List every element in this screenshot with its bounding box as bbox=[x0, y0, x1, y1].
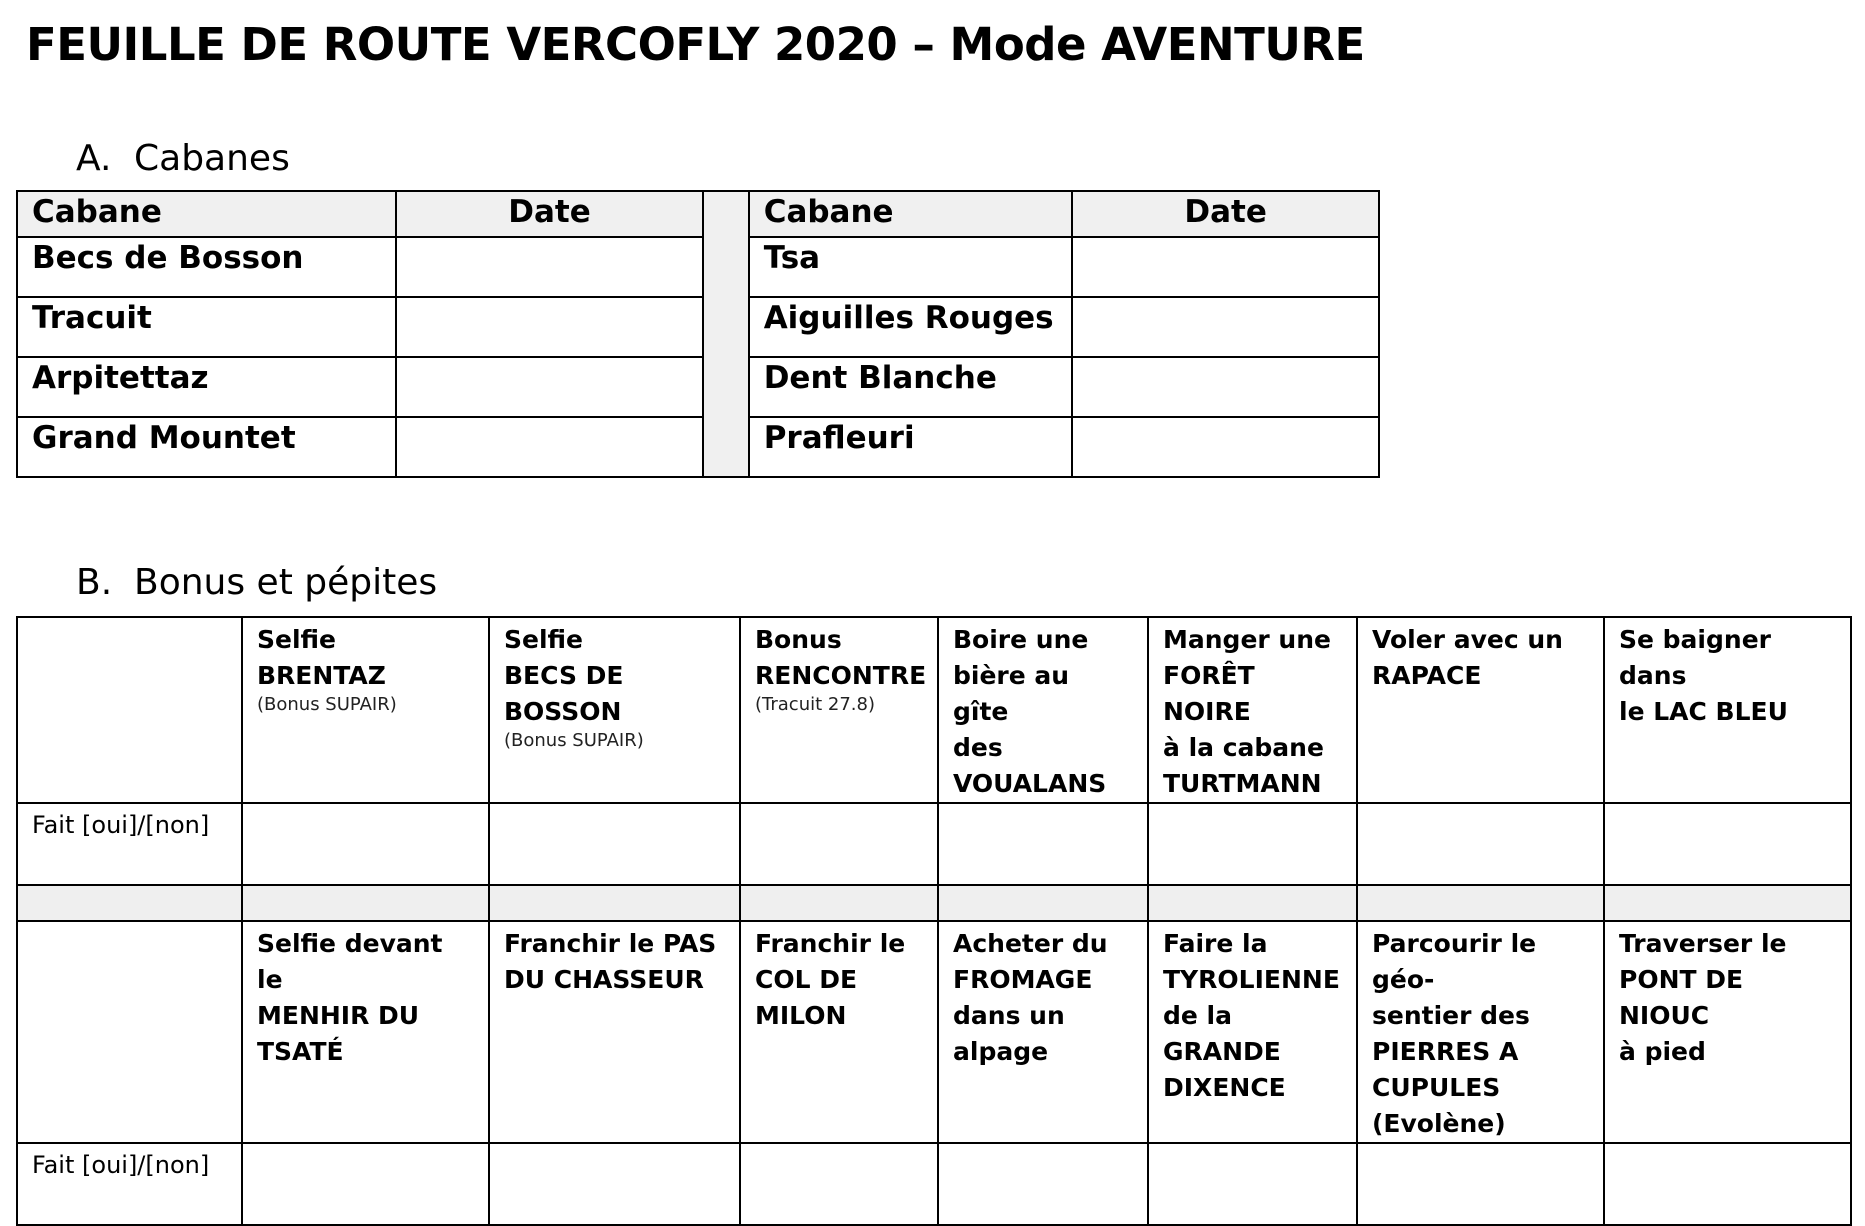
bonus-item-line: BRENTAZ bbox=[257, 661, 386, 690]
fait-cell[interactable] bbox=[938, 1143, 1148, 1225]
bonus-item-line: Selfie devant le bbox=[257, 929, 443, 994]
bonus-table bbox=[16, 616, 1852, 1226]
table-row bbox=[17, 357, 1379, 417]
bonus-item-line: FROMAGE bbox=[953, 965, 1093, 994]
bonus-item-line: DU CHASSEUR bbox=[504, 965, 704, 994]
bonus-item-line: Selfie bbox=[504, 625, 584, 654]
date-cell[interactable] bbox=[1072, 237, 1379, 297]
spacer-cell bbox=[740, 885, 938, 921]
bonus-item-cell bbox=[1357, 921, 1604, 1143]
bonus-item-line: Manger une bbox=[1163, 625, 1331, 654]
bonus-row-2 bbox=[17, 921, 1851, 1143]
bonus-item-line: TURTMANN bbox=[1163, 769, 1322, 798]
spacer-cell bbox=[17, 885, 242, 921]
bonus-item-cell bbox=[938, 921, 1148, 1143]
bonus-item-line: Traverser le bbox=[1619, 929, 1787, 958]
spacer-cell bbox=[1148, 885, 1357, 921]
bonus-item-line: le LAC BLEU bbox=[1619, 697, 1788, 726]
cabane-name: Becs de Bosson bbox=[17, 237, 396, 297]
bonus-item-line: CUPULES bbox=[1372, 1073, 1501, 1102]
table-row bbox=[17, 237, 1379, 297]
bonus-item-line: Faire la bbox=[1163, 929, 1268, 958]
section-b-heading bbox=[76, 562, 437, 603]
bonus-item-line: DIXENCE bbox=[1163, 1073, 1286, 1102]
section-a-number: A. bbox=[76, 138, 112, 179]
date-cell[interactable] bbox=[1072, 297, 1379, 357]
fait-label-text: Fait [oui]/[non] bbox=[32, 1151, 210, 1179]
bonus-item-line: TSATÉ bbox=[257, 1037, 344, 1066]
bonus-item-line: de la GRANDE bbox=[1163, 1001, 1281, 1066]
bonus-item-line: BECS DE BOSSON bbox=[504, 661, 624, 726]
fait-cell[interactable] bbox=[740, 803, 938, 885]
section-b-number: B. bbox=[76, 562, 113, 603]
page-title: FEUILLE DE ROUTE VERCOFLY 2020 – Mode AVENTURE bbox=[26, 18, 1365, 71]
bonus-item-line: à pied bbox=[1619, 1037, 1706, 1066]
bonus-item-line: dans un bbox=[953, 1001, 1065, 1030]
bonus-item-line: Parcourir le géo- bbox=[1372, 929, 1537, 994]
date-cell[interactable] bbox=[396, 417, 703, 477]
fait-label bbox=[17, 803, 242, 885]
cabane-name: Tracuit bbox=[17, 297, 396, 357]
fait-row-2 bbox=[17, 1143, 1851, 1225]
bonus-item-line: FORÊT NOIRE bbox=[1163, 661, 1255, 726]
bonus-item-cell bbox=[740, 617, 938, 803]
bonus-item-cell bbox=[242, 921, 489, 1143]
spacer-cell bbox=[242, 885, 489, 921]
empty-label-cell bbox=[17, 921, 242, 1143]
bonus-item-line: TYROLIENNE bbox=[1163, 965, 1340, 994]
fait-cell[interactable] bbox=[1148, 803, 1357, 885]
cabanes-table bbox=[16, 190, 1380, 478]
fait-cell[interactable] bbox=[242, 1143, 489, 1225]
bonus-item-line: RAPACE bbox=[1372, 661, 1482, 690]
bonus-item-cell bbox=[1357, 617, 1604, 803]
bonus-item-line: sentier des bbox=[1372, 1001, 1530, 1030]
cabane-header-right: Cabane bbox=[749, 191, 1073, 237]
bonus-item-line: MILON bbox=[755, 1001, 847, 1030]
bonus-item-line: Boire une bbox=[953, 625, 1089, 654]
bonus-item-line: alpage bbox=[953, 1037, 1049, 1066]
bonus-row-1 bbox=[17, 617, 1851, 803]
bonus-item-cell bbox=[1148, 921, 1357, 1143]
bonus-item-line: PONT DE NIOUC bbox=[1619, 965, 1744, 1030]
fait-cell[interactable] bbox=[489, 803, 740, 885]
fait-cell[interactable] bbox=[1357, 803, 1604, 885]
bonus-item-line: Se baigner dans bbox=[1619, 625, 1771, 690]
bonus-item-note: (Tracuit 27.8) bbox=[755, 694, 875, 715]
date-cell[interactable] bbox=[396, 297, 703, 357]
bonus-item-line: des bbox=[953, 733, 1003, 762]
bonus-item-note: (Bonus SUPAIR) bbox=[257, 694, 397, 715]
fait-label-text: Fait [oui]/[non] bbox=[32, 811, 210, 839]
bonus-item-line: Voler avec un bbox=[1372, 625, 1563, 654]
bonus-item-cell bbox=[489, 921, 740, 1143]
bonus-item-line: PIERRES A bbox=[1372, 1037, 1519, 1066]
bonus-item-line: Franchir le bbox=[755, 929, 906, 958]
fait-cell[interactable] bbox=[938, 803, 1148, 885]
bonus-item-cell bbox=[1604, 617, 1851, 803]
cabane-name: Prafleuri bbox=[749, 417, 1073, 477]
bonus-item-line: Acheter du bbox=[953, 929, 1108, 958]
bonus-item-cell bbox=[489, 617, 740, 803]
date-header-left: Date bbox=[396, 191, 703, 237]
bonus-item-cell bbox=[242, 617, 489, 803]
fait-cell[interactable] bbox=[1604, 803, 1851, 885]
spacer-cell bbox=[489, 885, 740, 921]
table-row bbox=[17, 417, 1379, 477]
date-header-right: Date bbox=[1072, 191, 1379, 237]
fait-label bbox=[17, 1143, 242, 1225]
fait-cell[interactable] bbox=[1357, 1143, 1604, 1225]
date-cell[interactable] bbox=[396, 357, 703, 417]
table-row bbox=[17, 297, 1379, 357]
section-b-title: Bonus et pépites bbox=[134, 562, 438, 603]
section-a-title: Cabanes bbox=[134, 138, 290, 179]
spacer-cell bbox=[1357, 885, 1604, 921]
table-gap-column bbox=[703, 191, 749, 477]
bonus-item-cell bbox=[740, 921, 938, 1143]
cabane-name: Dent Blanche bbox=[749, 357, 1073, 417]
bonus-item-line: bière au gîte bbox=[953, 661, 1070, 726]
spacer-cell bbox=[1604, 885, 1851, 921]
date-cell[interactable] bbox=[1072, 357, 1379, 417]
spacer-cell bbox=[938, 885, 1148, 921]
fait-cell[interactable] bbox=[489, 1143, 740, 1225]
date-cell[interactable] bbox=[396, 237, 703, 297]
cabane-name: Grand Mountet bbox=[17, 417, 396, 477]
cabanes-header-row bbox=[17, 191, 1379, 237]
spacer-row bbox=[17, 885, 1851, 921]
cabane-header-left: Cabane bbox=[17, 191, 396, 237]
bonus-item-line: Franchir le PAS bbox=[504, 929, 717, 958]
empty-label-cell bbox=[17, 617, 242, 803]
cabane-name: Aiguilles Rouges bbox=[749, 297, 1073, 357]
date-cell[interactable] bbox=[1072, 417, 1379, 477]
fait-cell[interactable] bbox=[740, 1143, 938, 1225]
fait-cell[interactable] bbox=[1148, 1143, 1357, 1225]
bonus-item-cell bbox=[1604, 921, 1851, 1143]
bonus-item-line: (Evolène) bbox=[1372, 1109, 1506, 1138]
fait-row-1 bbox=[17, 803, 1851, 885]
bonus-item-line: à la cabane bbox=[1163, 733, 1324, 762]
section-a-heading bbox=[76, 138, 290, 179]
bonus-item-line: Bonus bbox=[755, 625, 842, 654]
bonus-item-note: (Bonus SUPAIR) bbox=[504, 730, 644, 751]
cabane-name: Tsa bbox=[749, 237, 1073, 297]
fait-cell[interactable] bbox=[242, 803, 489, 885]
bonus-item-line: Selfie bbox=[257, 625, 337, 654]
bonus-item-line: RENCONTRE bbox=[755, 661, 927, 690]
bonus-item-line: COL DE bbox=[755, 965, 858, 994]
bonus-item-line: VOUALANS bbox=[953, 769, 1107, 798]
bonus-item-cell bbox=[1148, 617, 1357, 803]
bonus-item-line: MENHIR DU bbox=[257, 1001, 420, 1030]
bonus-item-cell bbox=[938, 617, 1148, 803]
cabane-name: Arpitettaz bbox=[17, 357, 396, 417]
fait-cell[interactable] bbox=[1604, 1143, 1851, 1225]
